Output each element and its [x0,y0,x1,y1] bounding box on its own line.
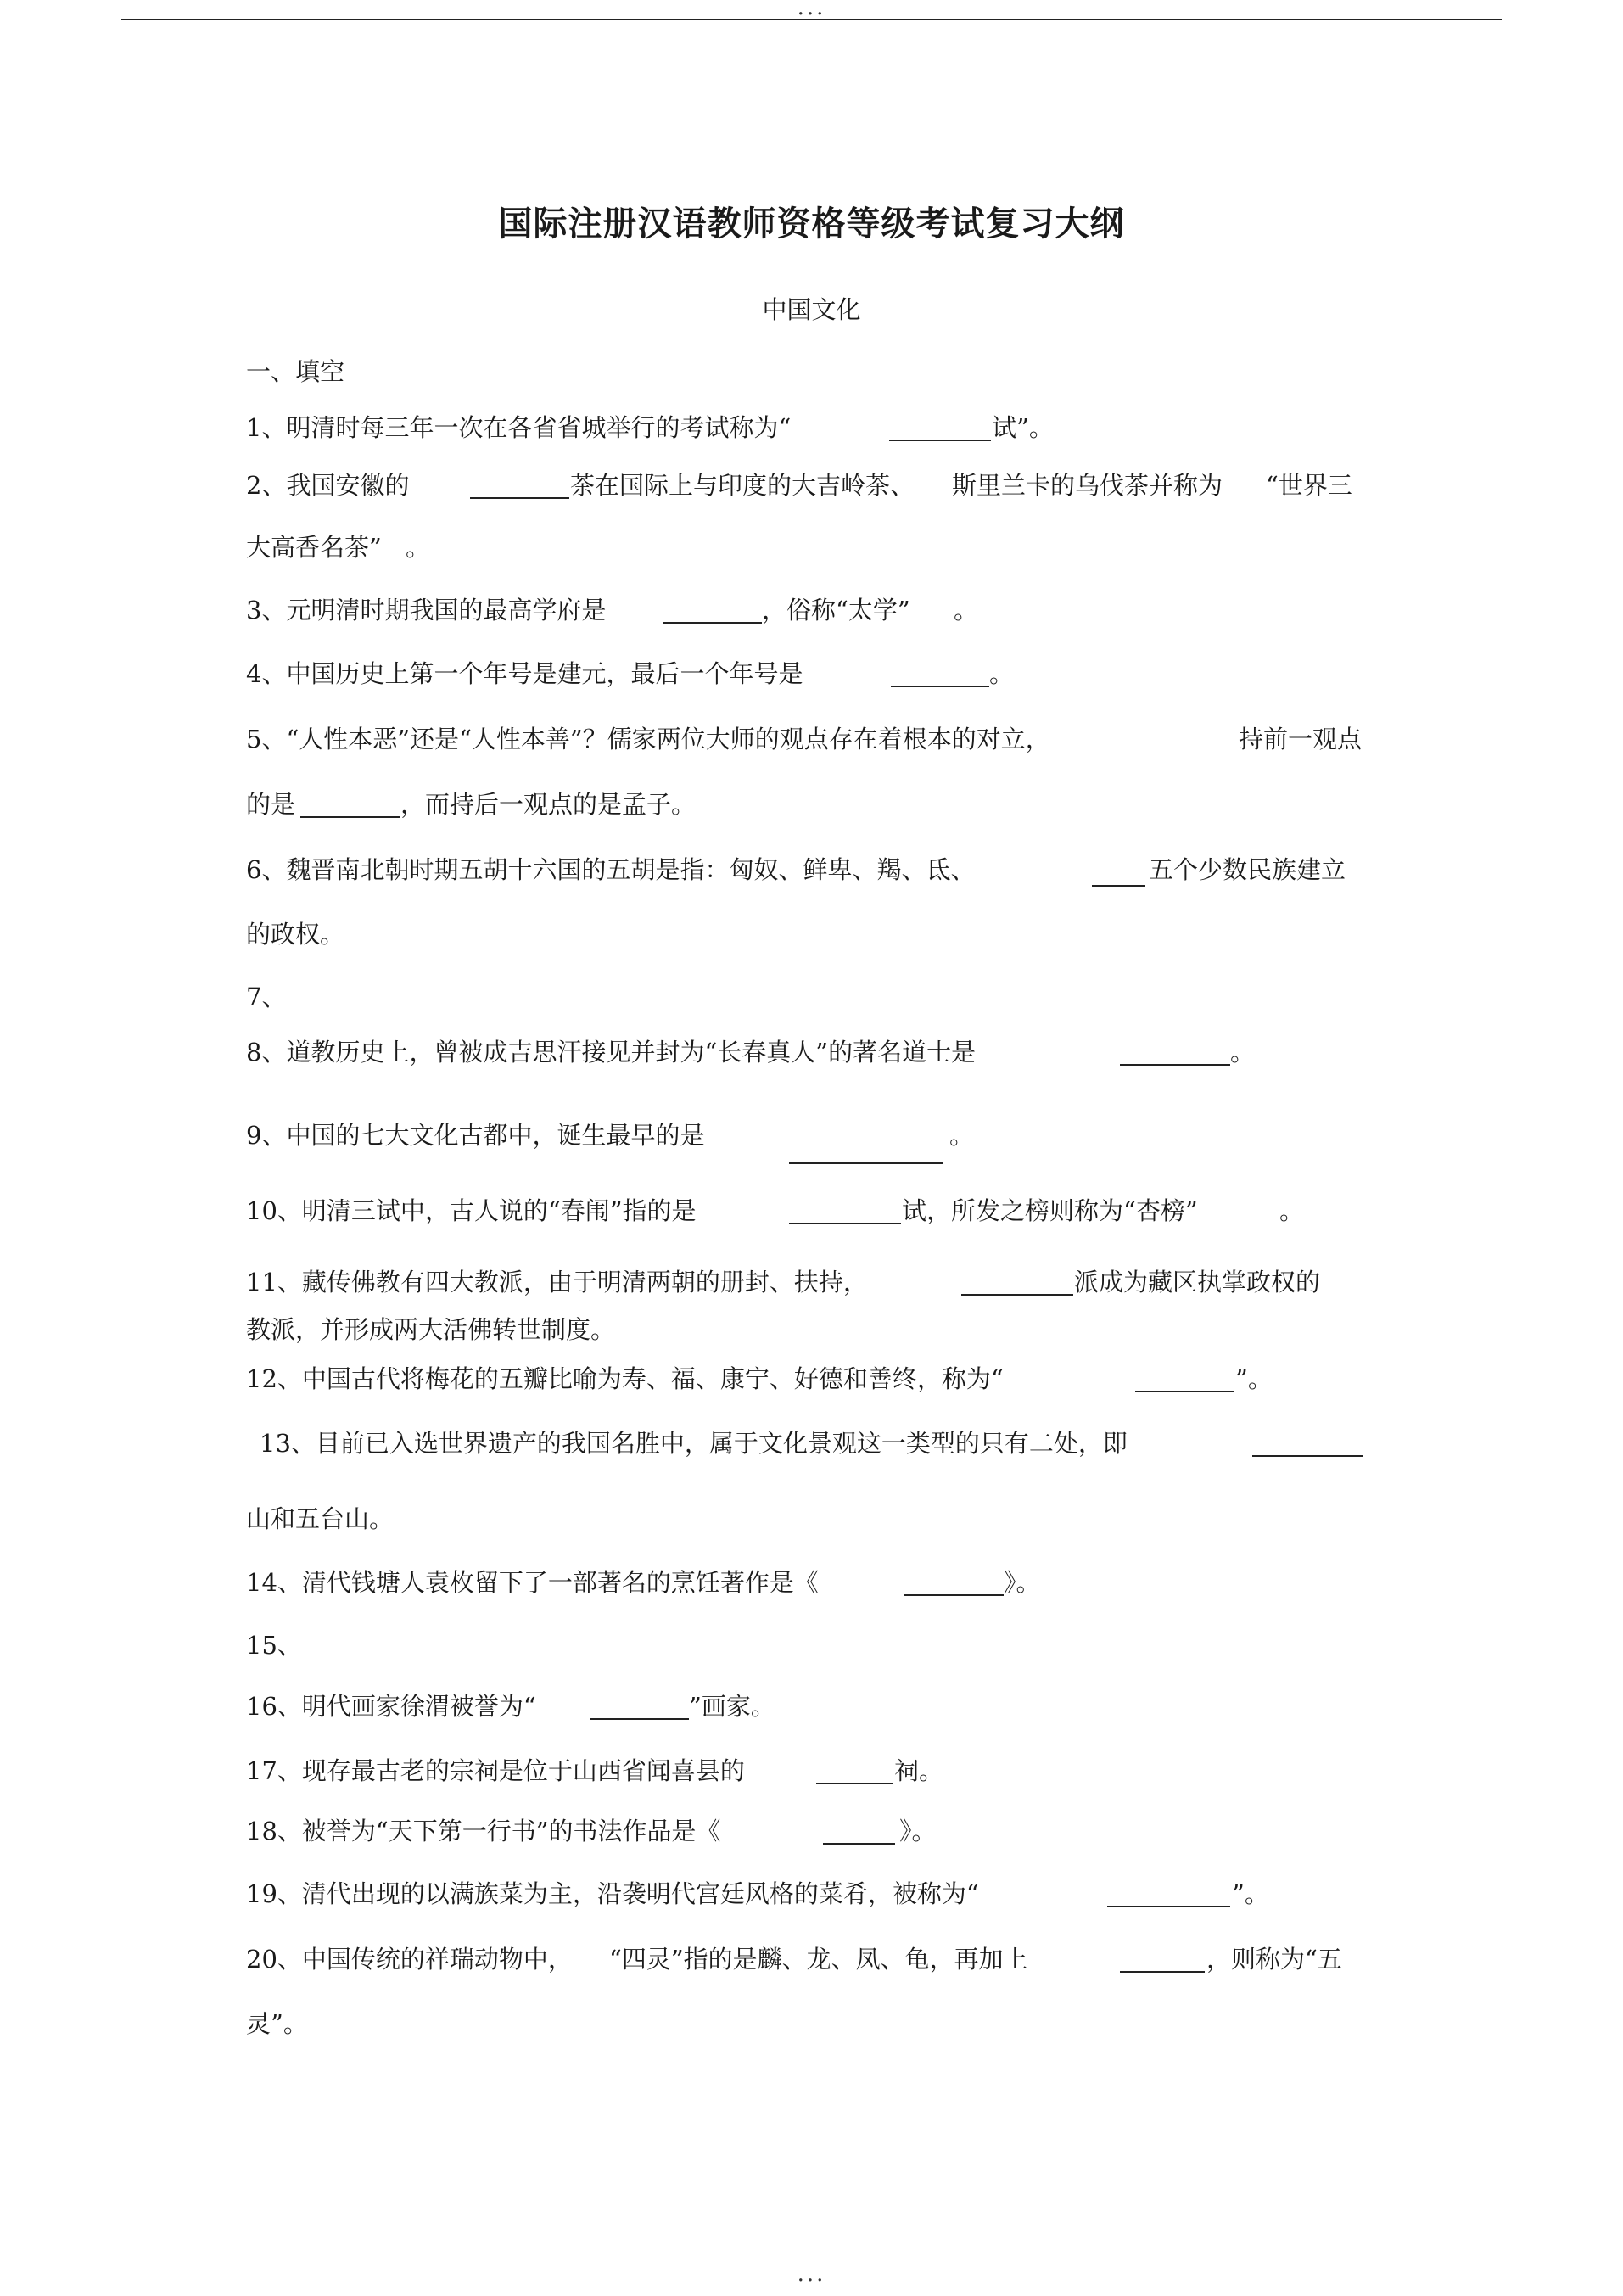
answer-blank [1092,856,1145,887]
question-18-text-end: 》。 [899,1817,937,1845]
question-12-text: 12、中国古代将梅花的五瓣比喻为寿、福、康宁、好德和善终，称为“ [246,1364,1004,1393]
question-3-text-mid: ，俗称“太学” [762,596,910,624]
answer-blank [904,1565,1004,1596]
question-7-text: 7、 [246,983,287,1011]
question-20-text-end: ，则称为“五 [1206,1945,1342,1974]
question-14-text: 14、清代钱塘人袁枚留下了一部著名的烹饪著作是《 [246,1568,819,1597]
page-top-marker: ... [797,0,826,20]
question-3 [246,593,1400,627]
answer-blank [663,593,762,624]
question-18 [246,1814,1400,1848]
question-20 [246,1942,1400,1976]
question-13-cont [246,1502,1400,1536]
question-6 [246,853,1400,887]
question-8-text: 8、道教历史上，曾被成吉思汗接见并封为“长春真人”的著名道士是 [246,1038,977,1067]
question-15-text: 15、 [246,1631,302,1660]
question-2-cont-text: 大高香名茶” [246,533,382,562]
question-6-text: 6、魏晋南北朝时期五胡十六国的五胡是指：匈奴、鲜卑、羯、氐、 [246,855,976,884]
question-19-text-end: ”。 [1232,1879,1269,1908]
answer-blank [889,411,991,441]
answer-blank [1120,1942,1205,1973]
answer-blank [789,1134,943,1164]
document-title: 国际注册汉语教师资格等级考试复习大纲 [498,204,1125,244]
question-8-text-end: 。 [1230,1038,1256,1067]
question-10 [246,1194,1400,1228]
question-3-text-end: 。 [954,596,979,624]
question-9-text: 9、中国的七大文化古都中，诞生最早的是 [246,1121,705,1150]
question-13 [246,1426,1400,1460]
question-20-text: 20、中国传统的祥瑞动物中， [246,1945,573,1974]
question-6-cont-text: 的政权。 [246,920,345,949]
question-13-cont-text: 山和五台山。 [246,1504,395,1533]
question-5-cont-text-end: ，而持后一观点的是孟子。 [400,790,697,819]
question-13-text: 13、目前已入选世界遗产的我国名胜中，属于文化景观这一类型的只有二处，即 [260,1429,1128,1458]
question-17 [246,1754,1400,1788]
question-2-cont [246,530,1400,564]
question-15 [246,1628,1400,1662]
question-11-cont [246,1313,1400,1347]
answer-blank [816,1754,893,1784]
document-subtitle: 中国文化 [762,295,861,324]
answer-blank [891,657,989,687]
question-20-cont-text: 灵”。 [246,2009,308,2038]
question-3-text: 3、元明清时期我国的最高学府是 [246,596,607,624]
question-8 [246,1035,1400,1069]
question-11-cont-text: 教派，并形成两大活佛转世制度。 [246,1315,616,1344]
section-heading-text: 一、填空 [246,357,345,386]
answer-blank [1120,1035,1230,1066]
question-19 [246,1877,1400,1911]
answer-blank [300,787,400,818]
question-10-text: 10、明清三试中，古人说的“春闱”指的是 [246,1196,697,1225]
question-2 [246,468,1400,502]
question-5-cont [246,787,1400,821]
question-1-text: 1、明清时每三年一次在各省省城举行的考试称为“ [246,413,792,442]
question-9 [246,1118,1400,1152]
question-20-text-mid: “四灵”指的是麟、龙、凤、龟，再加上 [609,1945,1028,1974]
question-4 [246,657,1400,691]
question-18-text: 18、被誉为“天下第一行书”的书法作品是《 [246,1817,721,1845]
question-4-text-end: 。 [989,659,1015,688]
question-14 [246,1565,1400,1599]
answer-blank [590,1689,689,1720]
question-16-text: 16、明代画家徐渭被誉为“ [246,1692,536,1721]
question-20-cont [246,2007,1400,2041]
question-7 [246,980,1400,1014]
question-6-cont [246,917,1400,951]
question-11 [246,1265,1400,1299]
question-16-text-end: ”画家。 [689,1692,775,1721]
page-bottom-marker: ... [797,2261,826,2287]
answer-blank [789,1194,901,1224]
question-2-text-mid: 茶在国际上与印度的大吉岭茶、 [570,471,915,500]
question-9-text-end: 。 [949,1121,975,1150]
question-5-text-end: 持前一观点 [1239,725,1363,753]
section-heading [246,355,1400,389]
question-5 [246,722,1400,756]
question-2-text: 2、我国安徽的 [246,471,410,500]
answer-blank [961,1265,1073,1296]
answer-blank [1107,1877,1230,1907]
question-12 [246,1362,1400,1396]
question-2-text-end: “世界三 [1266,471,1352,500]
question-11-text-end: 派成为藏区执掌政权的 [1074,1268,1321,1296]
question-14-text-end: 》。 [1004,1568,1041,1597]
question-10-text-end: 。 [1279,1196,1305,1225]
answer-blank [1135,1362,1234,1392]
question-2-cont-period: 。 [406,533,431,562]
question-5-cont-text: 的是 [246,790,296,819]
question-6-text-end: 五个少数民族建立 [1149,855,1346,884]
question-17-text: 17、现存最古老的宗祠是位于山西省闻喜县的 [246,1756,745,1785]
answer-blank [470,468,569,499]
question-5-text: 5、“人性本恶”还是“人性本善”？儒家两位大师的观点存在着根本的对立， [246,725,1050,753]
question-1-text-end: 试”。 [992,413,1054,442]
question-19-text: 19、清代出现的以满族菜为主，沿袭明代宫廷风格的菜肴，被称为“ [246,1879,979,1908]
question-17-text-end: 祠。 [894,1756,944,1785]
answer-blank [823,1814,895,1845]
question-10-text-mid: 试，所发之榜则称为“杏榜” [902,1196,1198,1225]
question-11-text: 11、藏传佛教有四大教派，由于明清两朝的册封、扶持， [246,1268,868,1296]
question-1 [246,411,1400,445]
question-12-text-end: ”。 [1235,1364,1273,1393]
question-4-text: 4、中国历史上第一个年号是建元，最后一个年号是 [246,659,803,688]
question-16 [246,1689,1400,1723]
answer-blank [1252,1426,1363,1457]
question-2-text-mid2: 斯里兰卡的乌伐茶并称为 [952,471,1223,500]
